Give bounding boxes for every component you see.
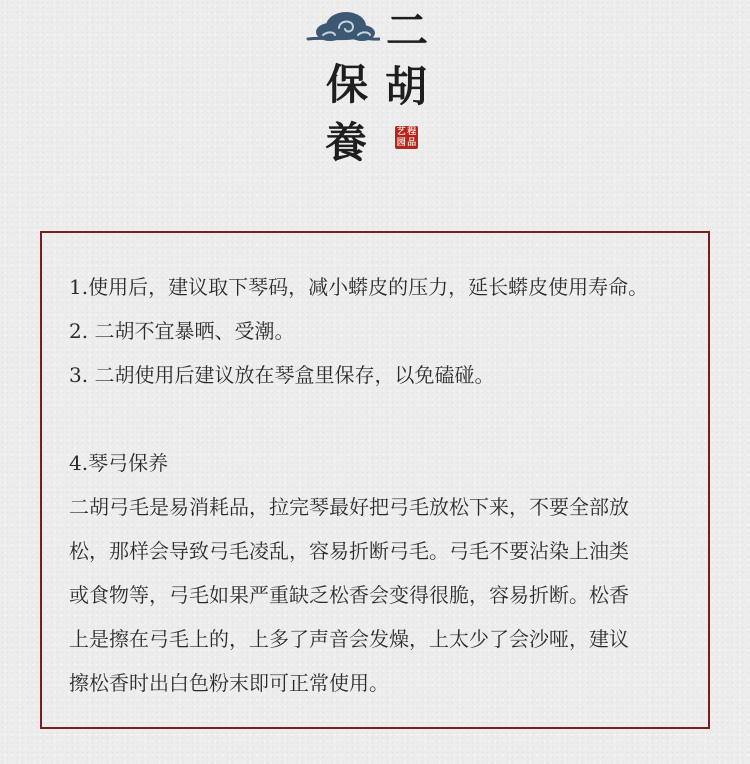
paragraph-line: 或食物等，弓毛如果严重缺乏松香会变得很脆，容易折断。松香 — [69, 583, 629, 607]
seal-char: 品 — [407, 137, 417, 148]
instruction-item-1: 1.使用后，建议取下琴码，减小蟒皮的压力，延长蟒皮使用寿命。 — [69, 275, 649, 299]
seal-stamp — [395, 126, 418, 149]
paragraph-line: 二胡弓毛是易消耗品，拉完琴最好把弓毛放松下来，不要全部放 — [69, 495, 629, 519]
title-char-hu: 胡 — [385, 62, 428, 111]
seal-char: 艺 — [396, 127, 406, 137]
paragraph-line: 松，那样会导致弓毛凌乱，容易折断弓毛。弓毛不要沾染上油类 — [69, 539, 629, 563]
auspicious-cloud-icon — [306, 4, 380, 48]
care-instructions — [69, 265, 689, 705]
instruction-item-3: 3. 二胡使用后建议放在琴盒里保存，以免磕碰。 — [69, 363, 495, 387]
title-char-yang: 養 — [325, 118, 368, 167]
title-char-bao: 保 — [326, 60, 369, 109]
title-char-er: 二 — [386, 6, 429, 55]
seal-char: 程 — [407, 127, 417, 137]
paragraph-line: 擦松香时出白色粉末即可正常使用。 — [69, 671, 389, 695]
seal-char: 园 — [396, 137, 406, 148]
spacer — [69, 397, 689, 441]
section-title-bow-care: 4.琴弓保养 — [69, 451, 169, 475]
paragraph-line: 上是擦在弓毛上的，上多了声音会发燥，上太少了会沙哑，建议 — [69, 627, 629, 651]
instruction-item-2: 2. 二胡不宜暴晒、受潮。 — [69, 319, 295, 343]
